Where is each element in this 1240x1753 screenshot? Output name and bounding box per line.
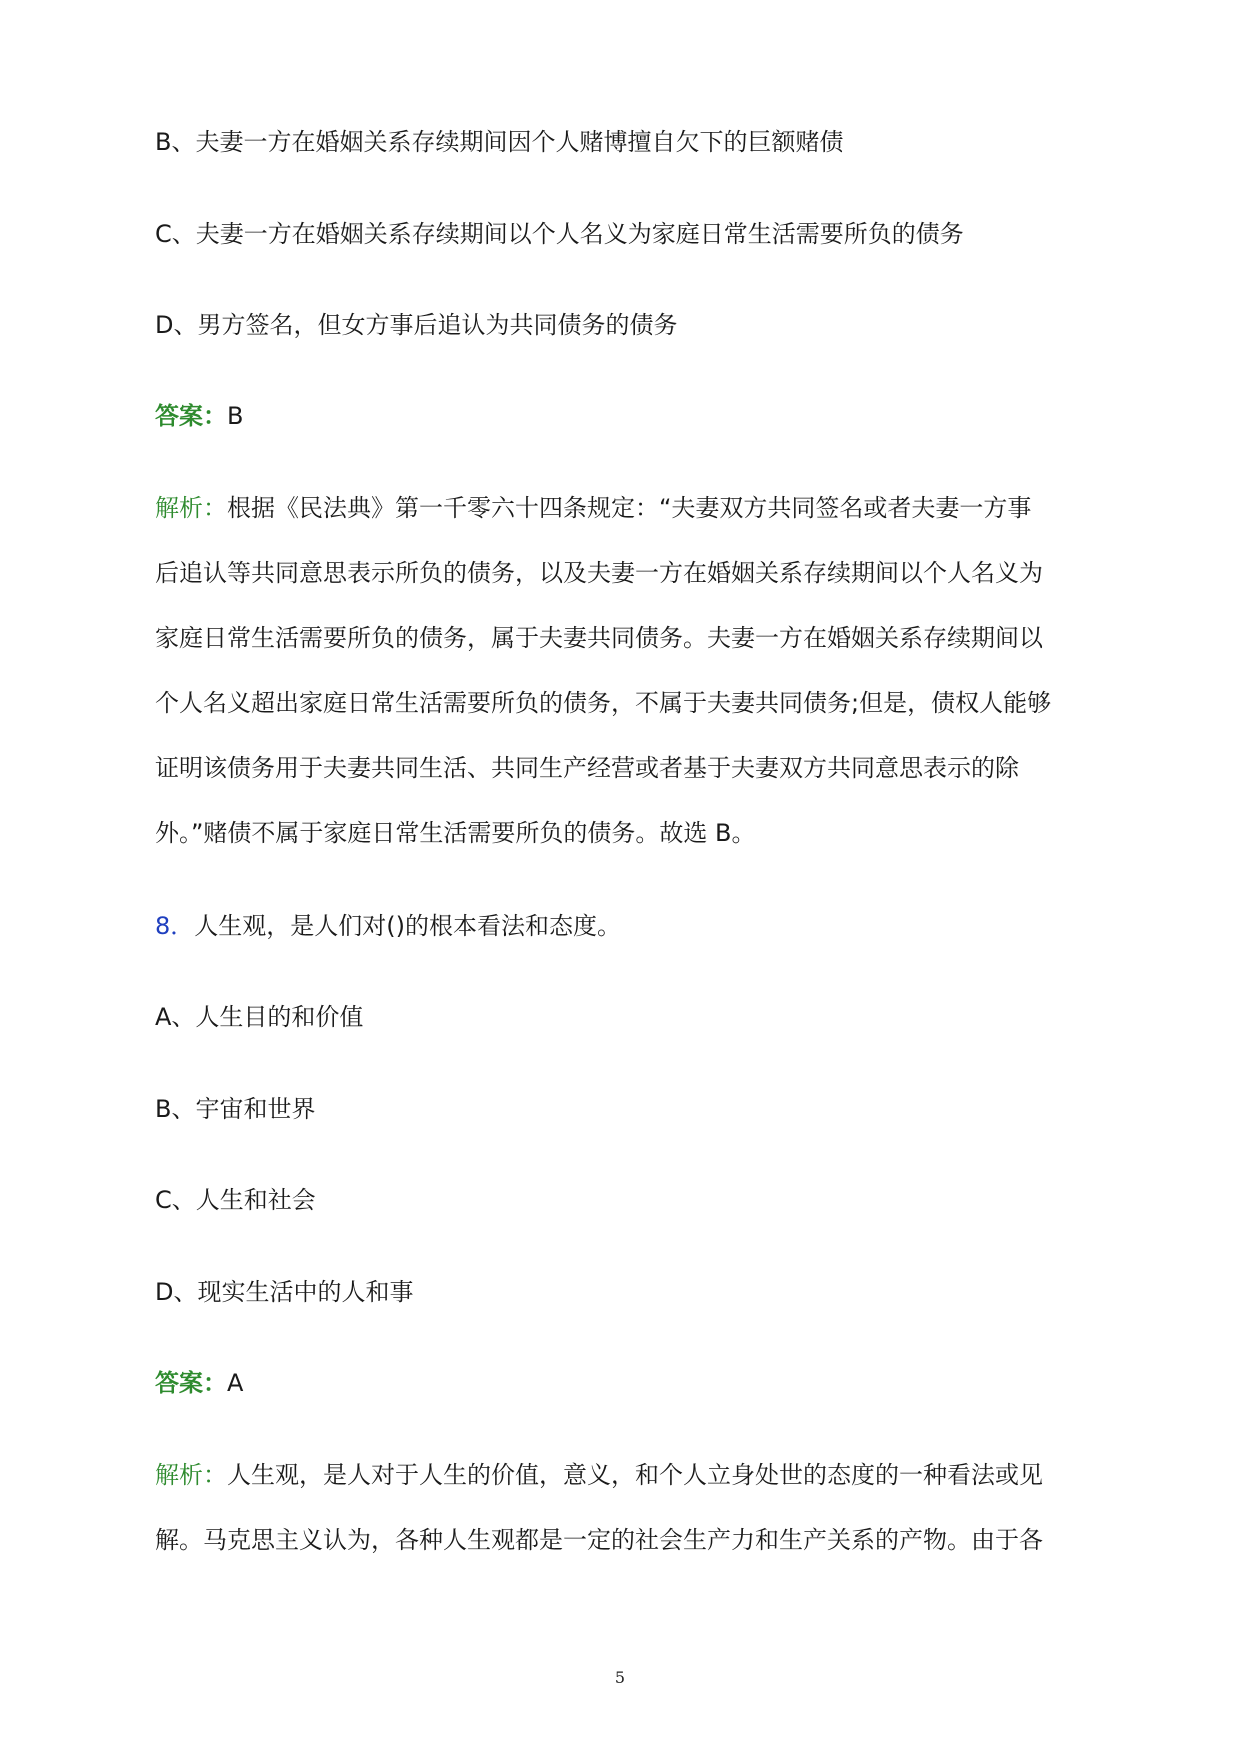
q7-answer bbox=[155, 400, 243, 432]
page-number: 5 bbox=[614, 1668, 626, 1687]
analysis-line: 个人名义超出家庭日常生活需要所负的债务，不属于夫妻共同债务;但是，债权人能够 bbox=[155, 689, 1052, 717]
analysis-line: 解析：人生观，是人对于人生的价值，意义，和个人立身处世的态度的一种看法或见 bbox=[155, 1461, 1043, 1489]
q8-option-b: B、宇宙和世界 bbox=[155, 1095, 316, 1123]
answer-label: 答案： bbox=[155, 1369, 227, 1397]
q8-option-a: A、人生目的和价值 bbox=[155, 1003, 364, 1031]
q8-option-d: D、现实生活中的人和事 bbox=[155, 1278, 414, 1306]
q8-option-c: C、人生和社会 bbox=[155, 1186, 316, 1214]
answer-value: B bbox=[227, 402, 244, 430]
answer-label: 答案： bbox=[155, 402, 227, 430]
q8-stem bbox=[155, 910, 621, 942]
q7-option-c: C、夫妻一方在婚姻关系存续期间以个人名义为家庭日常生活需要所负的债务 bbox=[155, 220, 964, 248]
analysis-line: 外。”赌债不属于家庭日常生活需要所负的债务。故选 B。 bbox=[155, 819, 756, 847]
analysis-line: 后追认等共同意思表示所负的债务，以及夫妻一方在婚姻关系存续期间以个人名义为 bbox=[155, 559, 1043, 587]
q7-option-b: B、夫妻一方在婚姻关系存续期间因个人赌博擅自欠下的巨额赌债 bbox=[155, 128, 844, 156]
question-number: 8． bbox=[155, 912, 195, 940]
analysis-line: 解析：根据《民法典》第一千零六十四条规定：“夫妻双方共同签名或者夫妻一方事 bbox=[155, 494, 1032, 522]
question-text: 人生观，是人们对()的根本看法和态度。 bbox=[194, 912, 622, 940]
answer-value: A bbox=[227, 1369, 244, 1397]
analysis-label: 解析： bbox=[155, 494, 227, 522]
analysis-label: 解析： bbox=[155, 1461, 227, 1489]
analysis-line: 家庭日常生活需要所负的债务，属于夫妻共同债务。夫妻一方在婚姻关系存续期间以 bbox=[155, 624, 1043, 652]
q7-analysis bbox=[155, 476, 1095, 866]
analysis-line: 解。马克思主义认为，各种人生观都是一定的社会生产力和生产关系的产物。由于各 bbox=[155, 1526, 1043, 1554]
q7-option-d: D、男方签名，但女方事后追认为共同债务的债务 bbox=[155, 311, 678, 339]
q8-analysis bbox=[155, 1443, 1095, 1573]
q8-answer bbox=[155, 1367, 243, 1399]
analysis-line: 证明该债务用于夫妻共同生活、共同生产经营或者基于夫妻双方共同意思表示的除 bbox=[155, 754, 1019, 782]
